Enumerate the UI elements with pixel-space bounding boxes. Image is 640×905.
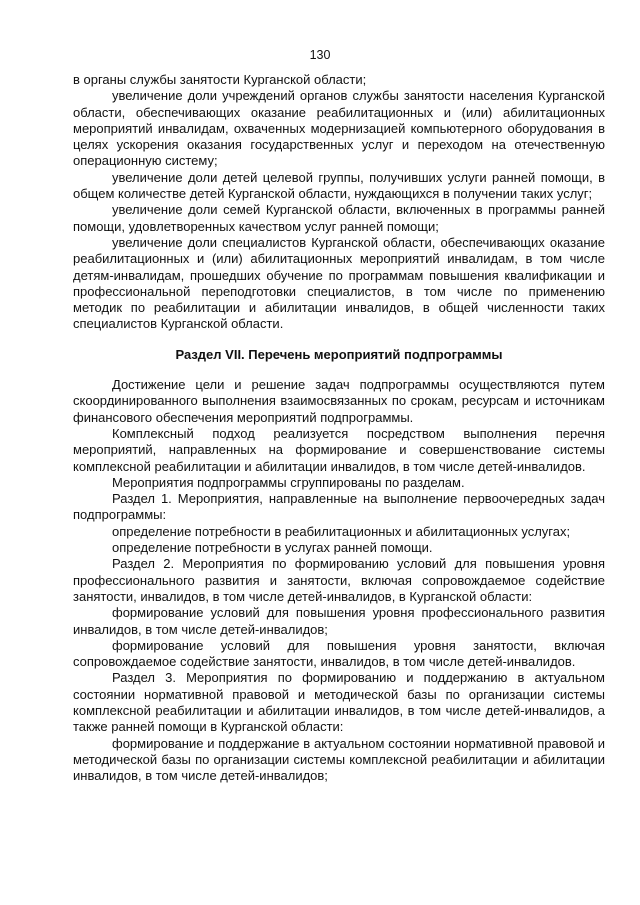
paragraph: Комплексный подход реализуется посредством выполнения перечня мероприятий, направленных на формирование и совершенствование системы комплексной реабилитации и абилитации инвалидов, в том числе детей-инвалидов. bbox=[73, 425, 605, 474]
document-body bbox=[73, 72, 605, 784]
paragraph: Достижение цели и решение задач подпрограммы осуществляются путем скоординированного выполнения взаимосвязанных по срокам, ресурсам и источникам финансового обеспечения мероприятий подпрограммы. bbox=[73, 377, 605, 425]
paragraph: увеличение доли специалистов Курганской области, обеспечивающих оказание реабилитационных и (или) абилитационных мероприятий инвалидам, в том числе детям-инвалидам, прошедших обучение по программам повышения квалификации и профессиональной переподготовки специалистов, в том числе по применению методик по реабилитации и абилитации инвалидов, в общей численности таких специалистов Курганской области. bbox=[73, 234, 605, 332]
list-item: формирование и поддержание в актуальном состоянии нормативной правовой и методической базы по организации системы комплексной реабилитации и абилитации инвалидов, в том числе детей-инвалидов; bbox=[73, 735, 605, 784]
list-item: формирование условий для повышения уровня профессионального развития инвалидов, в том числе детей-инвалидов; bbox=[73, 605, 605, 637]
paragraph: увеличение доли детей целевой группы, получивших услуги ранней помощи, в общем количестве детей Курганской области, нуждающихся в получении таких услуг; bbox=[73, 169, 605, 202]
paragraph: увеличение доли учреждений органов службы занятости населения Курганской области, обеспечивающих оказание реабилитационных и (или) абилитационных мероприятий инвалидам, охваченных модернизацией компьютерного оборудования в целях ускорения оказания государственных услуг и переходом на отечественную операционную систему; bbox=[73, 88, 605, 169]
paragraph: Раздел 1. Мероприятия, направленные на выполнение первоочередных задач подпрограммы: bbox=[73, 491, 605, 523]
page-number: 130 bbox=[309, 48, 331, 62]
list-item: определение потребности в услугах ранней помощи. bbox=[112, 540, 433, 556]
paragraph-continuation: в органы службы занятости Курганской области; bbox=[73, 72, 367, 87]
section-heading: Раздел VII. Перечень мероприятий подпрограммы bbox=[175, 346, 503, 362]
paragraph: увеличение доли семей Курганской области, включенных в программы ранней помощи, удовлетворенных качеством услуг ранней помощи; bbox=[73, 202, 605, 234]
paragraph: Раздел 3. Мероприятия по формированию и поддержанию в актуальном состоянии нормативной правовой и методической базы по организации системы комплексной реабилитации и абилитации инвалидов, в том числе детей-инвалидов, а также ранней помощи в Курганской области: bbox=[73, 670, 605, 735]
paragraph: Мероприятия подпрограммы сгруппированы по разделам. bbox=[112, 474, 465, 490]
list-item: определение потребности в реабилитационных и абилитационных услугах; bbox=[112, 523, 571, 539]
paragraph: Раздел 2. Мероприятия по формированию условий для повышения уровня профессионального развития и занятости, включая сопровождаемое содействие занятости, инвалидов, в том числе детей-инвалидов, в Курганской области: bbox=[73, 556, 605, 604]
list-item: формирование условий для повышения уровня занятости, включая сопровождаемое содействие занятости, инвалидов, в том числе детей-инвалидов. bbox=[73, 637, 605, 670]
